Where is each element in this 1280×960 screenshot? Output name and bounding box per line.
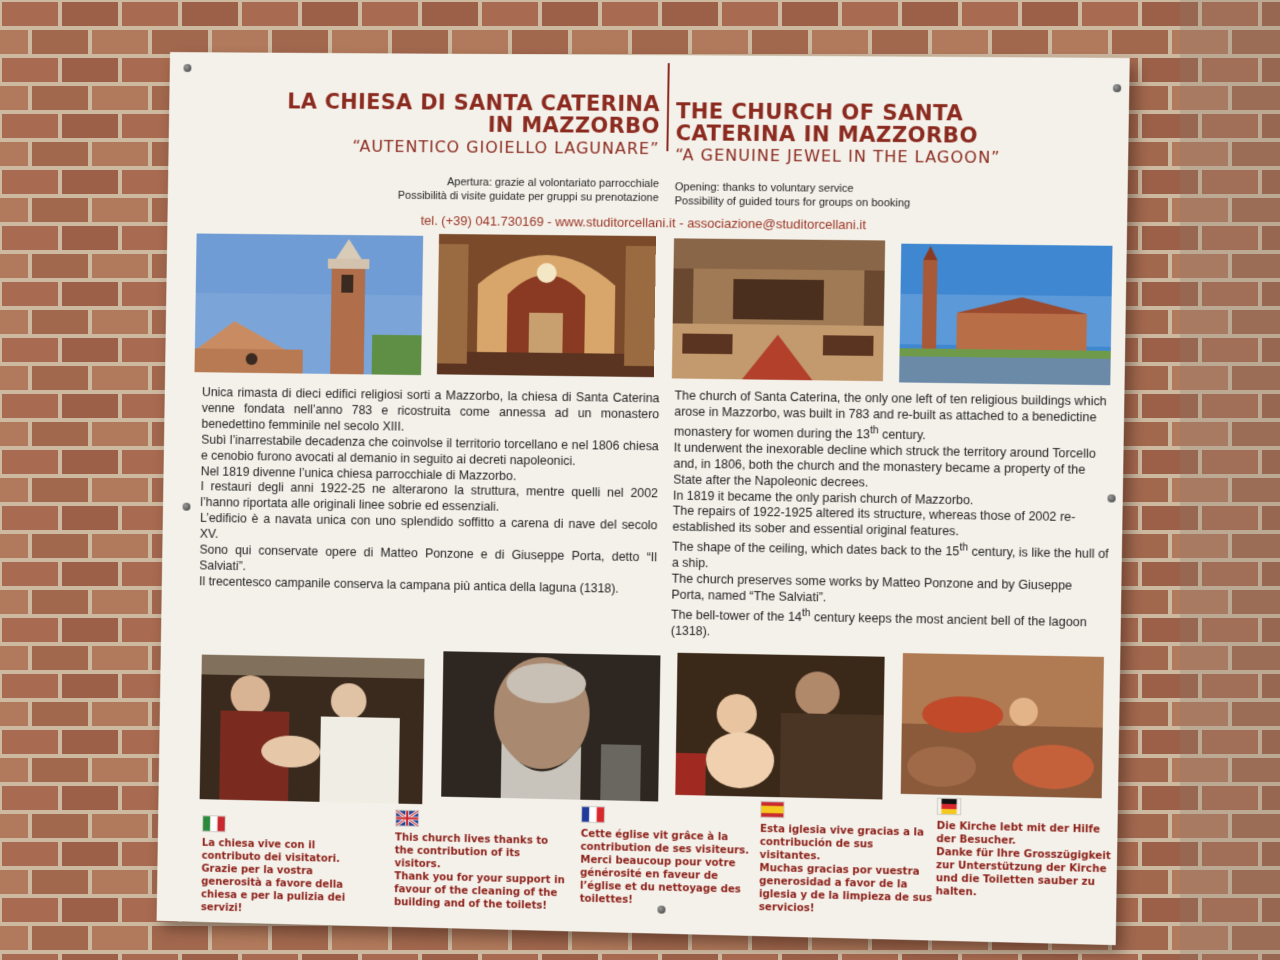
screw xyxy=(1113,84,1121,92)
screw xyxy=(657,906,665,914)
contact-line: tel. (+39) 041.730169 - www.studitorcellani.it - associazione@studitorcellani.it xyxy=(420,212,867,233)
spain-flag-icon xyxy=(760,801,784,819)
donation-spanish xyxy=(759,801,937,919)
donation-text-german: Die Kirche lebt mit der Hilfe der Besucher. Danke für Ihre Grosszügigkeit zur Unterstützung der Kirche und die Toiletten sauber zu halten. xyxy=(935,820,1111,899)
photo-church-exterior-bell-tower xyxy=(194,233,423,375)
photo-monastery-lagoon xyxy=(899,244,1112,386)
info-sign xyxy=(157,52,1130,945)
painting-angels xyxy=(901,653,1104,798)
france-flag-icon xyxy=(581,806,605,824)
uk-flag-icon xyxy=(395,810,419,827)
italian-title: LA CHIESA DI SANTA CATERINA IN MAZZORBO xyxy=(287,89,661,139)
photo-interior-nave xyxy=(672,238,885,381)
italian-opening-info: Apertura: grazie al volontariato parrocchiale Possibilità di visite guidate per gruppi su prenotazione xyxy=(397,176,659,205)
donation-text-english: This church lives thanks to the contribution of its visitors. Thank you for your support in favour of the cleaning of the building and of the toilets! xyxy=(393,832,565,912)
painting-saint-anthony-child xyxy=(675,653,884,800)
donation-text-italian: La chiesa vive con il contributo dei visitatori. Grazie per la vostra generosità a favore della chiesa e per la pulizia dei servizi! xyxy=(200,837,346,915)
donation-text-spanish: Esta iglesia vive gracias a la contribución de sus visitantes. Muchas gracias por vuestra generosidad a favor de la iglesia y de la limpieza de sus servicios! xyxy=(758,823,933,915)
screw xyxy=(183,64,191,72)
header-divider xyxy=(666,63,669,151)
donation-english xyxy=(394,810,569,914)
donation-text-french: Cette église vit grâce à la contribution de ses visiteurs. Merci beaucoup pour votre générosité en faveur de l’église et du nettoyage des toilettes! xyxy=(579,828,750,906)
screw xyxy=(1107,494,1115,502)
english-title: THE CHURCH OF SANTA CATERINA IN MAZZORBO xyxy=(675,99,979,148)
english-subtitle: “A GENUINE JEWEL IN THE LAGOON” xyxy=(675,145,1001,168)
italian-subtitle: “AUTENTICO GIOIELLO LAGUNARE” xyxy=(352,136,660,159)
screw xyxy=(183,503,191,511)
italy-flag-icon xyxy=(202,815,226,832)
english-body-text: The church of Santa Caterina, the only one left of ten religious buildings which arose in Mazzorbo, was built in 783 and re-built as attached to a benedictine monastery for women during the 13th century. It underwent the inexorable decline which struck the territory around Torcello and, in 1806, both the church and the monastery became a property of the State after the Napoleonic decrees. In 1819 it became the only parish church of Mazzorbo. The repairs of 1922-1925 altered its structure, whereas those of 2002 re-established its sober and essential original features. The shape of the ceiling, which dates back to the 15th century, is like the hull of a ship. The church preserves some works by Matteo Ponzone and by Giuseppe Porta, named “The Salviati”. The bell-tower of the 14th century keeps the most ancient bell of the lagoon (1318). xyxy=(670,388,1109,639)
english-opening-info: Opening: thanks to voluntary service Possibility of guided tours for groups on booking xyxy=(674,181,911,210)
italian-body-text: Unica rimasta di dieci edifici religiosi sorti a Mazzorbo, la chiesa di Santa Caterina venne fondata nell’anno 783 e ricostruita come annessa ad un monastero benedettino femminile nel secolo XIII. Subì l’inarrestabile decadenza che coinvolse il territorio torcellano e nel 1806 chiesa e cenobio furono avocati al demanio in seguito ai decreti napoleonici. Nel 1819 divenne l’unica chiesa parrocchiale di Mazzorbo. I restauri degli anni 1922-25 ne alterarono la struttura, mentre quelli nel 2002 l’hanno riportata alle originali linee sobrie ed essenziali. L’edificio è a navata unica con uno splendido soffitto a carena di nave del secolo XV. Sono qui conservate opere di Matteo Ponzone e di Giuseppe Porta, detto “Il Salviati”. Il trecentesco campanile conserva la campana più antica della laguna (1318). xyxy=(198,385,660,596)
donation-french xyxy=(580,806,757,910)
donation-german xyxy=(935,798,1114,903)
donation-italian xyxy=(201,815,375,918)
painting-old-saint xyxy=(441,651,660,801)
germany-flag-icon xyxy=(937,798,962,816)
painting-madonna-child xyxy=(200,655,425,805)
photo-interior-altar xyxy=(437,234,656,377)
